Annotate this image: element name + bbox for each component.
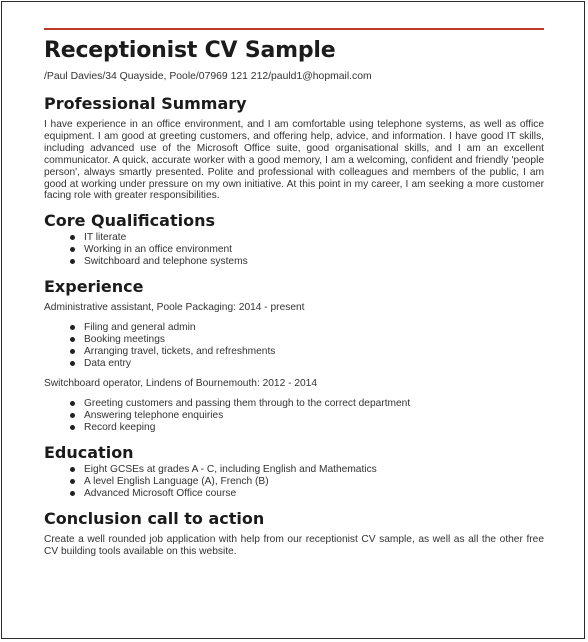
bullet-icon bbox=[70, 349, 75, 354]
bullet-icon bbox=[70, 425, 75, 430]
page-title: Receptionist CV Sample bbox=[44, 38, 336, 63]
bullet-icon bbox=[70, 467, 75, 472]
summary-paragraph: I have experience in an office environment, and I am comfortable using telephone systems, as well as office equipment. I am good at greeting customers, and offering help, advice, and information. I have good IT skills, including advanced use of the Microsoft Office suite, good organisational skills, and I am an excellent communicator. A quick, accurate worker with a good memory, I am a welcoming, confident and friendly 'people person', always smartly presented. Polite and professional with colleagues and members of the public, I am good at working under pressure on my own initiative. At this point in my career, I am seeking a more customer facing role with greater responsibilities. bbox=[44, 119, 544, 202]
bullet-icon bbox=[70, 413, 75, 418]
list-item: IT literate bbox=[84, 232, 544, 244]
education-list bbox=[44, 464, 544, 500]
bullet-icon bbox=[70, 361, 75, 366]
bullet-icon bbox=[70, 337, 75, 342]
bullet-icon bbox=[70, 491, 75, 496]
list-item: Answering telephone enquiries bbox=[84, 410, 544, 422]
bullet-icon bbox=[70, 401, 75, 406]
list-item: A level English Language (A), French (B) bbox=[84, 476, 544, 488]
section-heading: Core Qualifications bbox=[44, 211, 215, 231]
job-title: Administrative assistant, Poole Packaging: 2014 - present bbox=[44, 302, 305, 314]
bullet-icon bbox=[70, 479, 75, 484]
section-professional-summary bbox=[44, 93, 544, 202]
job-duties-list bbox=[44, 322, 544, 370]
section-core-qualifications bbox=[44, 210, 544, 268]
list-item: Working in an office environment bbox=[84, 244, 544, 256]
list-item: Eight GCSEs at grades A - C, including English and Mathematics bbox=[84, 464, 544, 476]
section-heading: Education bbox=[44, 443, 134, 463]
bullet-icon bbox=[70, 325, 75, 330]
header-accent-line bbox=[44, 28, 544, 30]
list-item: Booking meetings bbox=[84, 334, 544, 346]
section-experience bbox=[44, 276, 544, 434]
conclusion-paragraph: Create a well rounded job application with help from our receptionist CV sample, as well as all the other free CV building tools available on this website. bbox=[44, 534, 544, 558]
list-item: Arranging travel, tickets, and refreshments bbox=[84, 346, 544, 358]
list-item: Advanced Microsoft Office course bbox=[84, 488, 544, 500]
section-heading: Professional Summary bbox=[44, 94, 247, 113]
cv-document bbox=[44, 36, 544, 558]
list-item: Greeting customers and passing them through to the correct department bbox=[84, 398, 544, 410]
list-item: Record keeping bbox=[84, 422, 544, 434]
list-item: Switchboard and telephone systems bbox=[84, 256, 544, 268]
section-conclusion bbox=[44, 508, 544, 558]
bullet-icon bbox=[70, 247, 75, 252]
section-heading: Conclusion call to action bbox=[44, 509, 265, 529]
contact-details: /Paul Davies/34 Quayside, Poole/07969 121 212/pauld1@hopmail.com bbox=[44, 71, 372, 82]
bullet-icon bbox=[70, 259, 75, 264]
bullet-icon bbox=[70, 235, 75, 240]
list-item: Data entry bbox=[84, 358, 544, 370]
list-item: Filing and general admin bbox=[84, 322, 544, 334]
section-heading: Experience bbox=[44, 277, 144, 297]
job-title: Switchboard operator, Lindens of Bournemouth: 2012 - 2014 bbox=[44, 378, 317, 390]
qualifications-list bbox=[44, 232, 544, 268]
job-duties-list bbox=[44, 398, 544, 434]
section-education bbox=[44, 442, 544, 500]
